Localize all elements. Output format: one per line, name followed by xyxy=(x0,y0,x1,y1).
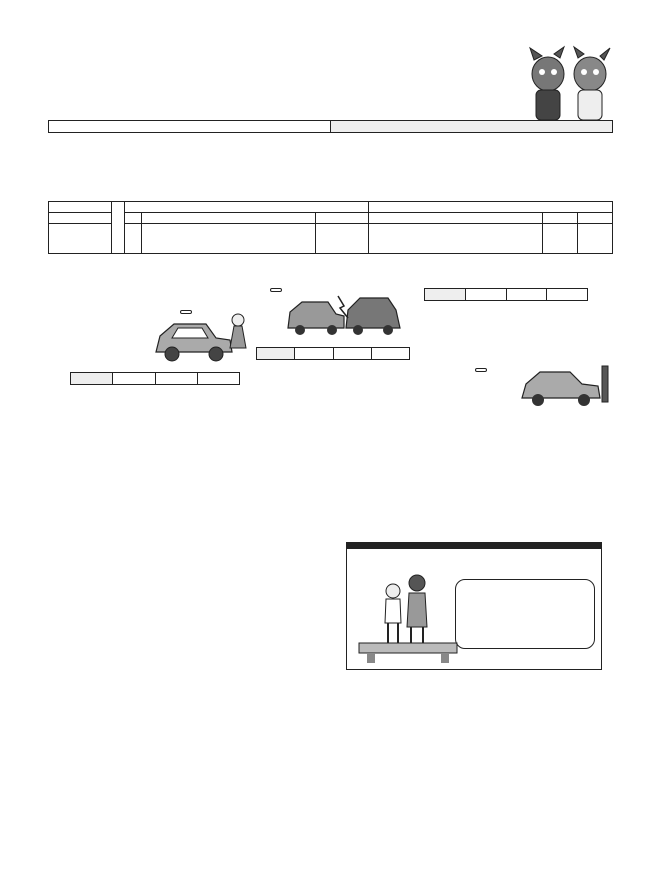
year-group-header xyxy=(331,121,613,133)
sex-header xyxy=(578,213,613,224)
today-group-header xyxy=(49,121,331,133)
single-vehicle-table xyxy=(424,288,588,301)
occurrence-header xyxy=(49,202,112,213)
vehicle-mutual-label xyxy=(270,288,282,292)
slogan-panel xyxy=(346,542,602,670)
single-vehicle-label xyxy=(475,368,487,372)
single-vehicle-illustration xyxy=(512,362,612,407)
accident-summary-table xyxy=(48,120,613,172)
count-header xyxy=(49,213,112,224)
crossing-illustration xyxy=(353,571,463,665)
dead-header xyxy=(369,202,613,213)
pedestrian-vs-vehicle-label xyxy=(180,310,192,314)
col-type xyxy=(71,373,113,385)
pedestrian-vehicle-table xyxy=(70,372,240,385)
vehicle-collision-illustration xyxy=(284,292,404,337)
vehicle-mutual-table xyxy=(256,347,410,360)
slogan-bubble xyxy=(455,579,595,649)
slogan-line-1 xyxy=(456,580,594,584)
monthly-table xyxy=(48,766,573,779)
slogan-title xyxy=(347,543,601,549)
car-pedestrian-illustration xyxy=(150,308,250,368)
mascot-illustration xyxy=(520,44,620,122)
occurrence-time-header xyxy=(316,213,369,224)
age-header xyxy=(543,213,578,224)
party-status-header xyxy=(369,213,543,224)
fatal-accident-header xyxy=(125,202,369,213)
fatal-accident-table xyxy=(48,201,613,254)
accident-type-header xyxy=(142,213,316,224)
